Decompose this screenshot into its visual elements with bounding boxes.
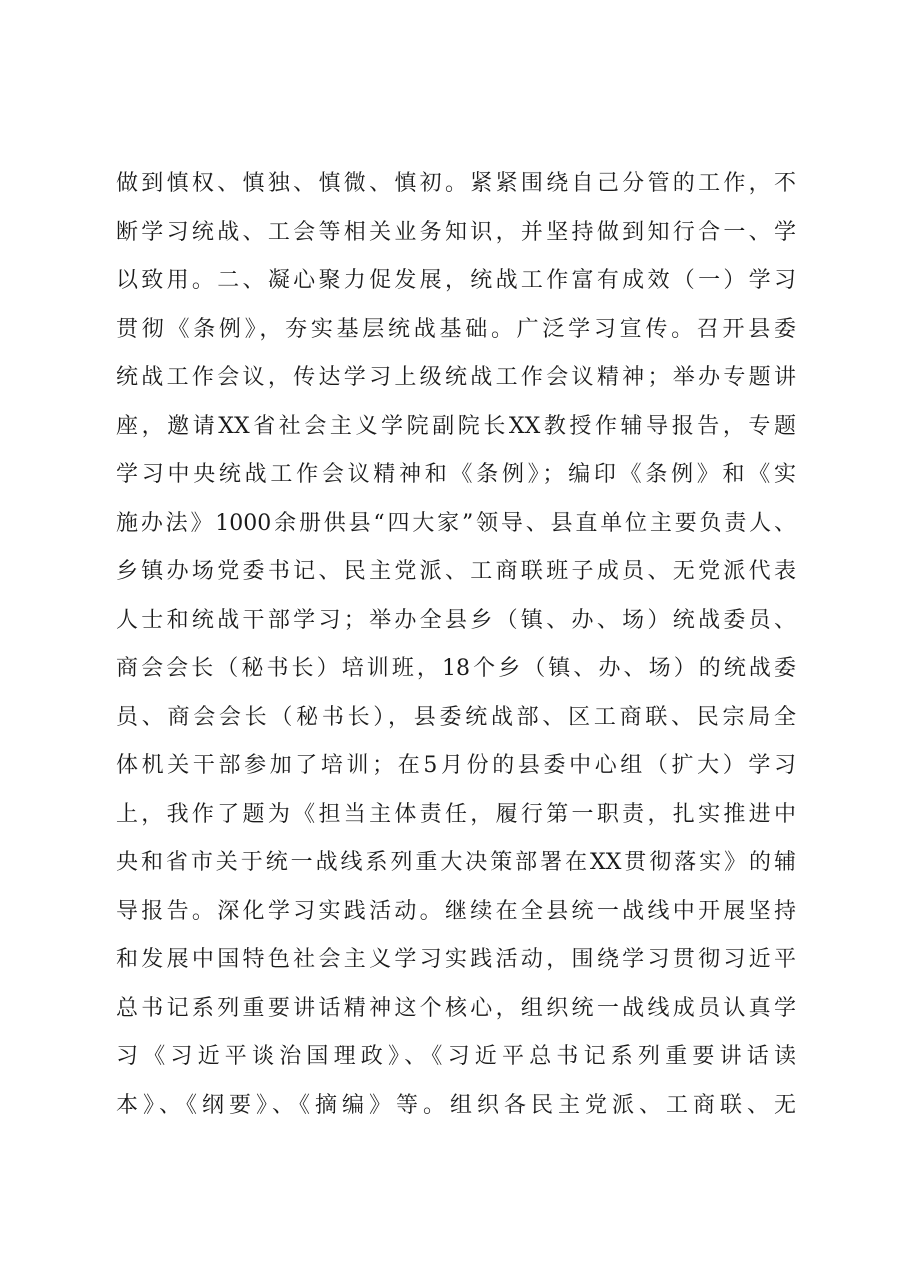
text-line: 导报告。深化学习实践活动。继续在全县统一战线中开展坚持: [116, 898, 796, 924]
text-line: 座，邀请XX省社会主义学院副院长XX教授作辅导报告，专题: [116, 413, 796, 439]
text-line: 和发展中国特色社会主义学习实践活动，围绕学习贯彻习近平: [116, 947, 796, 972]
text-line: 人士和统战干部学习；举办全县乡（镇、办、场）统战委员、: [116, 607, 796, 633]
text-line: 习《习近平谈治国理政》、《习近平总书记系列重要讲话读: [116, 1044, 796, 1069]
text-line: 施办法》1000余册供县“四大家”领导、县直单位主要负责人、: [116, 510, 796, 536]
text-line: 本》、《纲要》、《摘编》等。组织各民主党派、工商联、无: [116, 1092, 796, 1118]
text-line: 上，我作了题为《担当主体责任，履行第一职责，扎实推进中: [116, 801, 796, 827]
text-line: 做到慎权、慎独、慎微、慎初。紧紧围绕自己分管的工作，不: [116, 171, 796, 196]
text-line: 统战工作会议，传达学习上级统战工作会议精神；举办专题讲: [116, 365, 796, 390]
text-line: 员、商会会长（秘书长），县委统战部、区工商联、民宗局全: [116, 704, 796, 730]
text-line: 以致用。二、凝心聚力促发展，统战工作富有成效（一）学习: [116, 268, 796, 293]
text-line: 央和省市关于统一战线系列重大决策部署在XX贯彻落实》的辅: [116, 850, 796, 875]
text-line: 乡镇办场党委书记、民主党派、工商联班子成员、无党派代表: [116, 559, 796, 584]
text-line: 商会会长（秘书长）培训班，18个乡（镇、办、场）的统战委: [116, 656, 796, 681]
text-line: 断学习统战、工会等相关业务知识，并坚持做到知行合一、学: [116, 219, 796, 245]
text-line: 贯彻《条例》，夯实基层统战基础。广泛学习宣传。召开县委: [116, 316, 796, 342]
body-text: [116, 160, 796, 1130]
text-line: 学习中央统战工作会议精神和《条例》；编印《条例》和《实: [116, 462, 796, 487]
text-line: 体机关干部参加了培训；在5月份的县委中心组（扩大）学习: [116, 753, 796, 778]
text-line: 总书记系列重要讲话精神这个核心，组织统一战线成员认真学: [116, 995, 796, 1021]
